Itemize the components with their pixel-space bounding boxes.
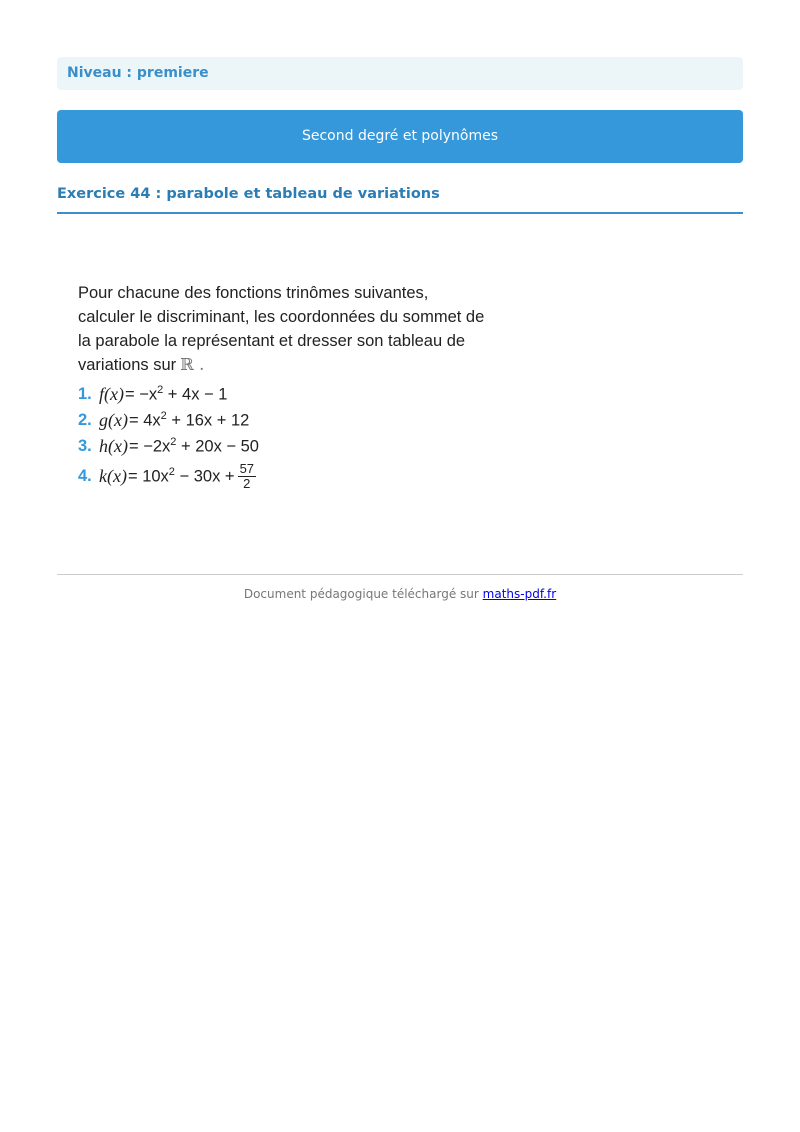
item-number: 2. xyxy=(78,410,92,429)
exercise-title: Exercice 44 : parabole et tableau de variations xyxy=(57,186,440,202)
chapter-banner: Second degré et polynômes xyxy=(57,110,743,163)
item-number: 4. xyxy=(78,466,92,485)
prompt-line: la parabole la représentant et dresser son tableau de xyxy=(78,332,466,350)
title-divider xyxy=(57,212,743,214)
source-link[interactable]: maths-pdf.fr xyxy=(482,587,557,601)
function-name: f(x) xyxy=(99,383,124,404)
list-item xyxy=(78,433,538,459)
function-expression: = $-x^2 + 4x - 1$ xyxy=(124,383,228,404)
function-name: h(x) xyxy=(99,435,128,456)
prompt-line: Pour chacune des fonctions trinômes suivantes, xyxy=(78,284,429,302)
function-expression: = $-2x^2 + 20x - 50$ xyxy=(128,435,259,456)
list-item xyxy=(78,407,538,433)
reals-symbol: ℝ . xyxy=(180,355,205,374)
item-number: 1. xyxy=(78,384,92,403)
list-item xyxy=(78,459,538,493)
function-expression: = $10x^2 - 30x$ + xyxy=(127,465,235,486)
function-list xyxy=(78,381,538,493)
function-expression: = $4x^2 + 16x + 12$ xyxy=(128,409,250,430)
function-name: g(x) xyxy=(99,409,128,430)
exercise-prompt xyxy=(78,281,538,377)
exercise-statement xyxy=(78,281,538,493)
list-item xyxy=(78,381,538,407)
prompt-line: calculer le discriminant, les coordonnées du sommet de xyxy=(78,308,485,326)
prompt-line: variations sur xyxy=(78,356,177,374)
footer-text: Document pédagogique téléchargé sur xyxy=(243,587,479,601)
level-badge: Niveau : premiere xyxy=(57,57,743,90)
function-name: k(x) xyxy=(99,465,127,486)
footer-divider xyxy=(57,574,743,575)
item-number: 3. xyxy=(78,436,92,455)
fraction: $\frac{57}{2}$ xyxy=(239,460,255,491)
footer xyxy=(57,587,743,601)
